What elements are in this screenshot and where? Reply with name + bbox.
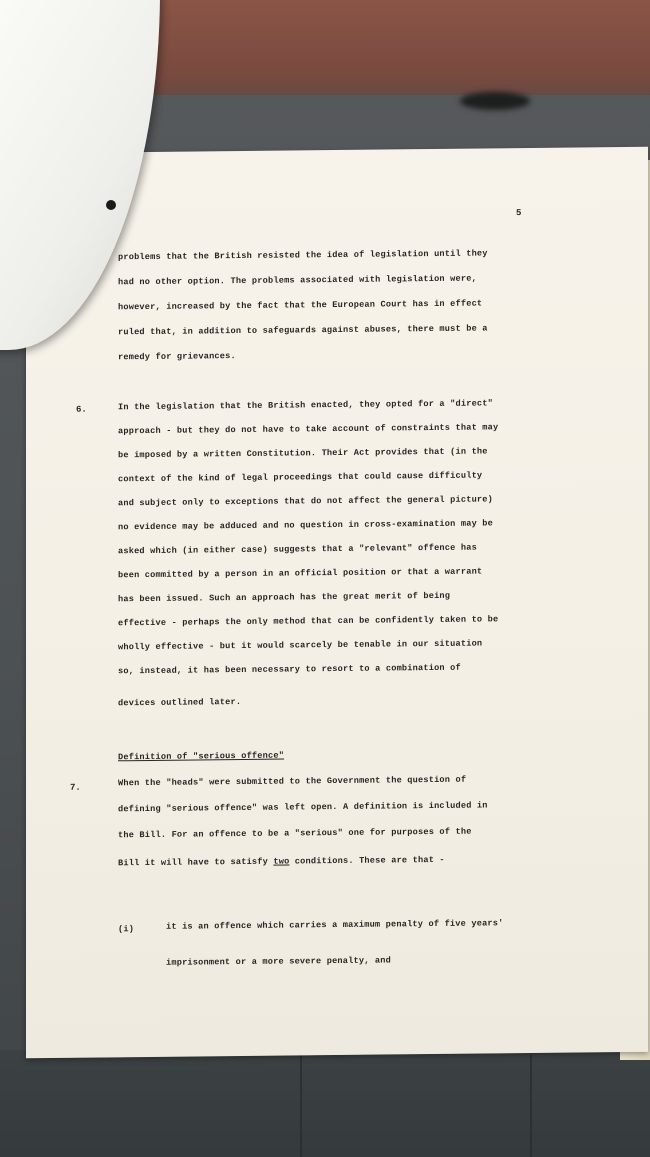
punch-hole — [106, 200, 116, 210]
text-line: ruled that, in addition to safeguards against abuses, there must be a — [118, 323, 488, 338]
page-number: 5 — [516, 208, 522, 219]
paragraph-number: 7. — [70, 782, 81, 793]
text-line — [118, 855, 445, 868]
text-line: no evidence may be adduced and no question in cross-examination may be — [118, 518, 493, 533]
list-label: (i) — [118, 924, 135, 935]
text-line: context of the kind of legal proceedings that could cause difficulty — [118, 470, 483, 485]
text-line: When the "heads" were submitted to the Government the question of — [118, 774, 467, 789]
text-line: defining "serious offence" was left open. A definition is included in — [118, 800, 488, 815]
text-line: it is an offence which carries a maximum penalty of five years' — [166, 918, 504, 932]
desk-seam — [300, 1055, 302, 1157]
text-line: be imposed by a written Constitution. Their Act provides that (in the — [118, 446, 488, 461]
text-line: had no other option. The problems associated with legislation were, — [118, 273, 477, 288]
text-line: imprisonment or a more severe penalty, and — [166, 955, 391, 968]
paragraph-number: 6. — [76, 404, 87, 415]
text-line: asked which (in either case) suggests that a "relevant" offence has — [118, 542, 477, 557]
desk-seam — [530, 1055, 532, 1157]
text-line: effective - perhaps the only method that can be confidently taken to be — [118, 614, 499, 629]
text-line: devices outlined later. — [118, 697, 242, 709]
text-line: In the legislation that the British enacted, they opted for a "direct" — [118, 398, 493, 413]
text-line: the Bill. For an offence to be a "serious" one for purposes of the — [118, 826, 472, 841]
text-fragment: conditions. These are that - — [289, 854, 445, 867]
text-line: however, increased by the fact that the European Court has in effect — [118, 298, 483, 313]
text-line: and subject only to exceptions that do not affect the general picture) — [118, 494, 493, 509]
shadow-blur — [460, 92, 530, 110]
document-page — [26, 147, 648, 1059]
text-line: wholly effective - but it would scarcely be tenable in our situation — [118, 638, 483, 653]
text-fragment: Bill it will have to satisfy — [118, 856, 274, 869]
section-heading: Definition of "serious offence" — [118, 750, 285, 763]
text-line: been committed by a person in an official position or that a warrant — [118, 566, 483, 581]
text-line: remedy for grievances. — [118, 351, 236, 363]
text-line: problems that the British resisted the idea of legislation until they — [118, 248, 488, 263]
text-line: so, instead, it has been necessary to resort to a combination of — [118, 662, 461, 677]
emphasis-word: two — [273, 856, 290, 867]
text-line: approach - but they do not have to take account of constraints that may — [118, 422, 499, 437]
text-line: has been issued. Such an approach has the great merit of being — [118, 590, 451, 605]
desk-background-lower — [0, 1050, 650, 1157]
